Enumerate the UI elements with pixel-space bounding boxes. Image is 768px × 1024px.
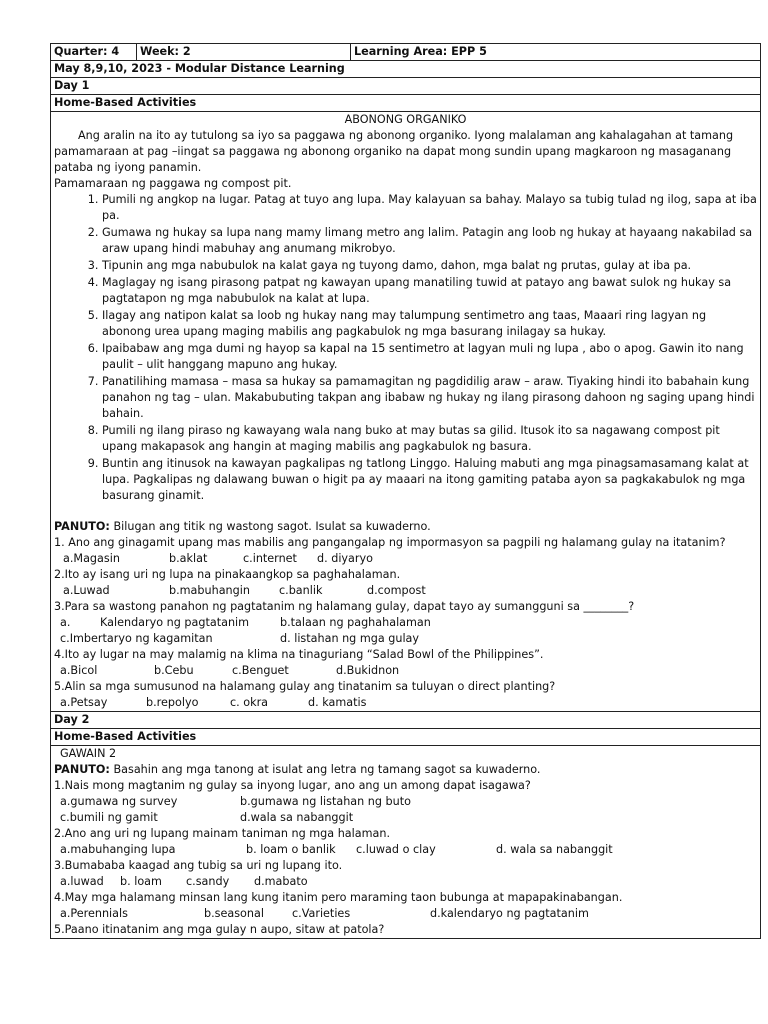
option: c.Benguet [232, 664, 289, 677]
option: d.mabato [254, 875, 308, 888]
day2-section: Home-Based Activities [51, 729, 761, 746]
option: b. loam o banlik [246, 843, 336, 856]
date-row: May 8,9,10, 2023 - Modular Distance Learning [51, 61, 761, 78]
option: c.Imbertaryo ng kagamitan [60, 632, 213, 645]
day2-content [51, 746, 761, 939]
quarter-cell: Quarter: 4 [51, 44, 137, 61]
day1-content [51, 112, 761, 712]
option: d. wala sa nabanggit [496, 843, 613, 856]
option: c.sandy [186, 875, 230, 888]
list-item: 4. Maglagay ng isang pirasong patpat ng kawayan upang manatiling tuwid at patayo ang bawat sulok ng hukay sa pagtatapon ng mga nabubulok na kalat at lupa. [102, 275, 757, 307]
panuto-label: PANUTO: [54, 520, 110, 533]
list-item: 8. Pumili ng ilang piraso ng kawayang wala nang buko at may butas sa gilid. Itusok ito sa nagawang compost pit upang makapasok ang hangin at maging mabilis ang pagkabulok ng basura. [102, 423, 757, 455]
week-cell: Week: 2 [137, 44, 351, 61]
question-1-options [54, 551, 757, 567]
option: b.repolyo [146, 696, 199, 709]
list-item: 9. Buntin ang itinusok na kawayan pagkalipas ng tatlong Linggo. Haluing mabuti ang mga pinagsamasamang kalat at lupa. Pagkalipas ng dalawang buwan o higit pa ay maaari na itong gamiting pataba ayon sa pagkakabulok ng mga basurang ginamit. [102, 456, 757, 504]
option: c.bumili ng gamit [60, 811, 158, 824]
option: a.gumawa ng survey [60, 795, 178, 808]
lesson-intro: Ang aralin na ito ay tutulong sa iyo sa paggawa ng abonong organiko. Iyong malalaman ang kahalagahan at tamang pamamaraan at pag –iingat sa paggawa ng abonong organiko na dapat mong sundin upang magkaroon ng masaganang pataba ng iyong panamin. [54, 129, 734, 174]
option: d. diyaryo [317, 552, 373, 565]
question-2-options [54, 583, 757, 599]
question-1: 1. Ano ang ginagamit upang mas mabilis ang pangangalap ng impormasyon sa pagpili ng halamang gulay na itatanim? [54, 536, 726, 549]
question-4-options [54, 906, 757, 922]
option: d. kamatis [308, 696, 367, 709]
question-3-options-b [54, 631, 757, 647]
question-4: 4.May mga halamang minsan lang kung itanim pero maraming taon bubunga at mapapakinabangan. [54, 891, 623, 904]
list-item: 3. Tipunin ang mga nabubulok na kalat gaya ng tuyong damo, dahon, mga balat ng prutas, gulay at iba pa. [102, 258, 757, 274]
question-4: 4.Ito ay lugar na may malamig na klima na tinaguriang “Salad Bowl of the Philippines”. [54, 648, 544, 661]
gawain-title: GAWAIN 2 [60, 747, 117, 760]
question-2-options [54, 842, 757, 858]
option: b.seasonal [204, 907, 264, 920]
lesson-title: ABONONG ORGANIKO [344, 113, 467, 126]
option: c.luwad o clay [356, 843, 436, 856]
question-5: 5.Alin sa mga sumusunod na halamang gulay ang tinatanim sa tuluyan o direct planting? [54, 680, 556, 693]
option: d.kalendaryo ng pagtatanim [430, 907, 589, 920]
option: b.aklat [169, 552, 208, 565]
option: d. listahan ng mga gulay [280, 632, 420, 645]
list-item: 6. Ipaibabaw ang mga dumi ng hayop sa kapal na 15 sentimetro at lagyan muli ng lupa , abo o apog. Gawin ito nang paulit – ulit hanggang mapuno ang hukay. [102, 341, 757, 373]
day1-section: Home-Based Activities [51, 95, 761, 112]
option: c.banlik [279, 584, 323, 597]
option: b.gumawa ng listahan ng buto [240, 795, 411, 808]
option: d.wala sa nabanggit [240, 811, 354, 824]
option: a.Petsay [60, 696, 108, 709]
panuto-text: Bilugan ang titik ng wastong sagot. Isulat sa kuwaderno. [109, 520, 431, 533]
question-1-options-a [54, 794, 757, 810]
panuto-label: PANUTO: [54, 763, 110, 776]
list-item: 1. Pumili ng angkop na lugar. Patag at tuyo ang lupa. May kalayuan sa bahay. Malayo sa tubig tulad ng ilog, sapa at iba pa. [102, 192, 757, 224]
option: a.luwad [60, 875, 104, 888]
option: b.talaan ng paghahalaman [280, 616, 431, 629]
option: b.Cebu [154, 664, 194, 677]
list-item: 5. Ilagay ang natipon kalat sa loob ng hukay nang may talumpung sentimetro ang taas, Maaari ring lagyan ng abonong urea upang maging mabilis ang pagkabulok ng mga basurang inilagay sa hukay. [102, 308, 757, 340]
list-item: 7. Panatilihing mamasa – masa sa hukay sa pamamagitan ng pagdidilig araw – araw. Tiyaking hindi ito babahain kung panahon ng tag – ulan. Makabubuting takpan ang ibabaw ng hukay ng ilang pirasong dahoon ng saging upang hindi bahain. [102, 374, 757, 422]
option: b. loam [120, 875, 162, 888]
option: c.internet [243, 552, 297, 565]
question-3: 3.Para sa wastong panahon ng pagtatanim ng halamang gulay, dapat tayo ay sumangguni sa ________? [54, 600, 635, 613]
panuto-1 [54, 519, 757, 535]
option: a. [60, 616, 71, 629]
question-1-options-b [54, 810, 757, 826]
option: c.Varieties [292, 907, 351, 920]
option: d.compost [367, 584, 426, 597]
lesson-sheet [50, 43, 761, 939]
option: a.Magasin [63, 552, 120, 565]
question-3: 3.Bumababa kaagad ang tubig sa uri ng lupang ito. [54, 859, 343, 872]
panuto-text: Basahin ang mga tanong at isulat ang letra ng tamang sagot sa kuwaderno. [109, 763, 541, 776]
question-3-options [54, 874, 757, 890]
question-4-options [54, 663, 757, 679]
question-1: 1.Nais mong magtanim ng gulay sa inyong lugar, ano ang un among dapat isagawa? [54, 779, 531, 792]
option: c. okra [230, 696, 269, 709]
steps-heading: Pamamaraan ng paggawa ng compost pit. [54, 177, 292, 190]
steps-list [54, 192, 757, 504]
question-2: 2.Ano ang uri ng lupang mainam taniman ng mga halaman. [54, 827, 391, 840]
option: a.Perennials [60, 907, 128, 920]
option: Kalendaryo ng pagtatanim [100, 616, 250, 629]
day1-label: Day 1 [51, 78, 761, 95]
question-5-options [54, 695, 757, 711]
option: a.Luwad [63, 584, 110, 597]
day2-label: Day 2 [51, 712, 761, 729]
option: b.mabuhangin [169, 584, 250, 597]
panuto-2 [54, 762, 757, 778]
learning-area-cell: Learning Area: EPP 5 [351, 44, 761, 61]
option: d.Bukidnon [336, 664, 400, 677]
list-item: 2. Gumawa ng hukay sa lupa nang mamy limang metro ang lalim. Patagin ang loob ng hukay at hayaang nakabilad sa araw upang hindi mabuhay ang anumang mikrobyo. [102, 225, 757, 257]
option: a.Bicol [60, 664, 98, 677]
option: a.mabuhanging lupa [60, 843, 176, 856]
question-5: 5.Paano itinatanim ang mga gulay n aupo, sitaw at patola? [54, 923, 385, 936]
question-3-options-a [54, 615, 757, 631]
question-2: 2.Ito ay isang uri ng lupa na pinakaangkop sa paghahalaman. [54, 568, 401, 581]
